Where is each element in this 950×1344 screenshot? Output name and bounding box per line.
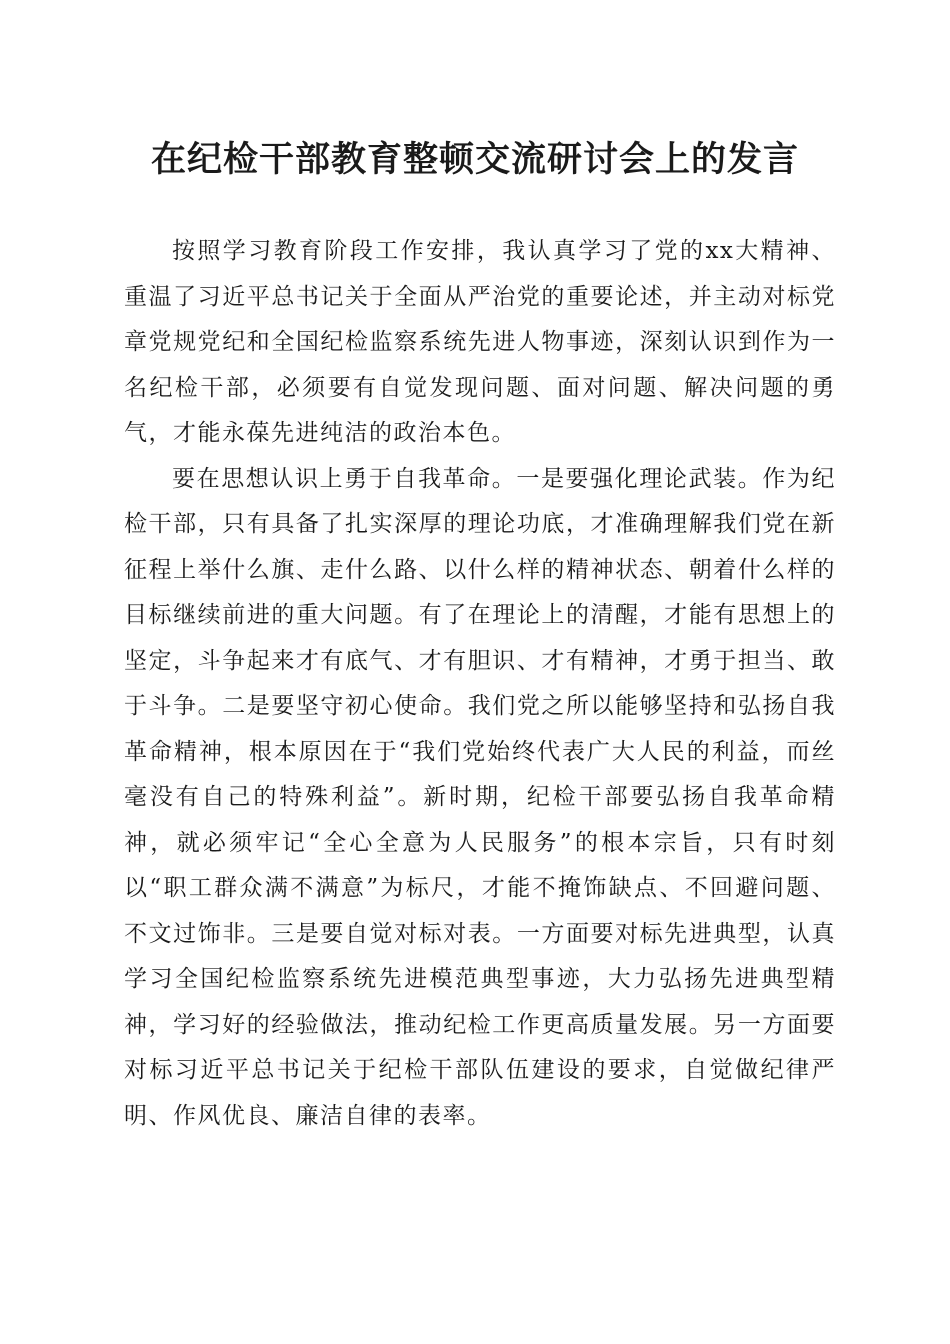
document-body [124,229,836,1139]
paragraph-self-revolution: 要在思想认识上勇于自我革命。一是要强化理论武装。作为纪检干部，只有具备了扎实深厚的理论功底，才准确理解我们党在新征程上举什么旗、走什么路、以什么样的精神状态、朝着什么样的目标继续前进的重大问题。有了在理论上的清醒，才能有思想上的坚定，斗争起来才有底气、才有胆识、才有精神，才勇于担当、敢于斗争。二是要坚守初心使命。我们党之所以能够坚持和弘扬自我革命精神，根本原因在于“我们党始终代表广大人民的利益，而丝毫没有自己的特殊利益”。新时期，纪检干部要弘扬自我革命精神，就必须牢记“全心全意为人民服务”的根本宗旨，只有时刻以“职工群众满不满意”为标尺，才能不掩饰缺点、不回避问题、不文过饰非。三是要自觉对标对表。一方面要对标先进典型，认真学习全国纪检监察系统先进模范典型事迹，大力弘扬先进典型精神，学习好的经验做法，推动纪检工作更高质量发展。另一方面要对标习近平总书记关于纪检干部队伍建设的要求，自觉做纪律严明、作风优良、廉洁自律的表率。 [124,465,836,1129]
paragraph-intro: 按照学习教育阶段工作安排，我认真学习了党的xx大精神、重温了习近平总书记关于全面从严治党的重要论述，并主动对标党章党规党纪和全国纪检监察系统先进人物事迹，深刻认识到作为一名纪检干部，必须要有自觉发现问题、面对问题、解决问题的勇气，才能永葆先进纯洁的政治本色。 [124,238,836,446]
document-title: 在纪检干部教育整顿交流研讨会上的发言 [150,139,799,180]
